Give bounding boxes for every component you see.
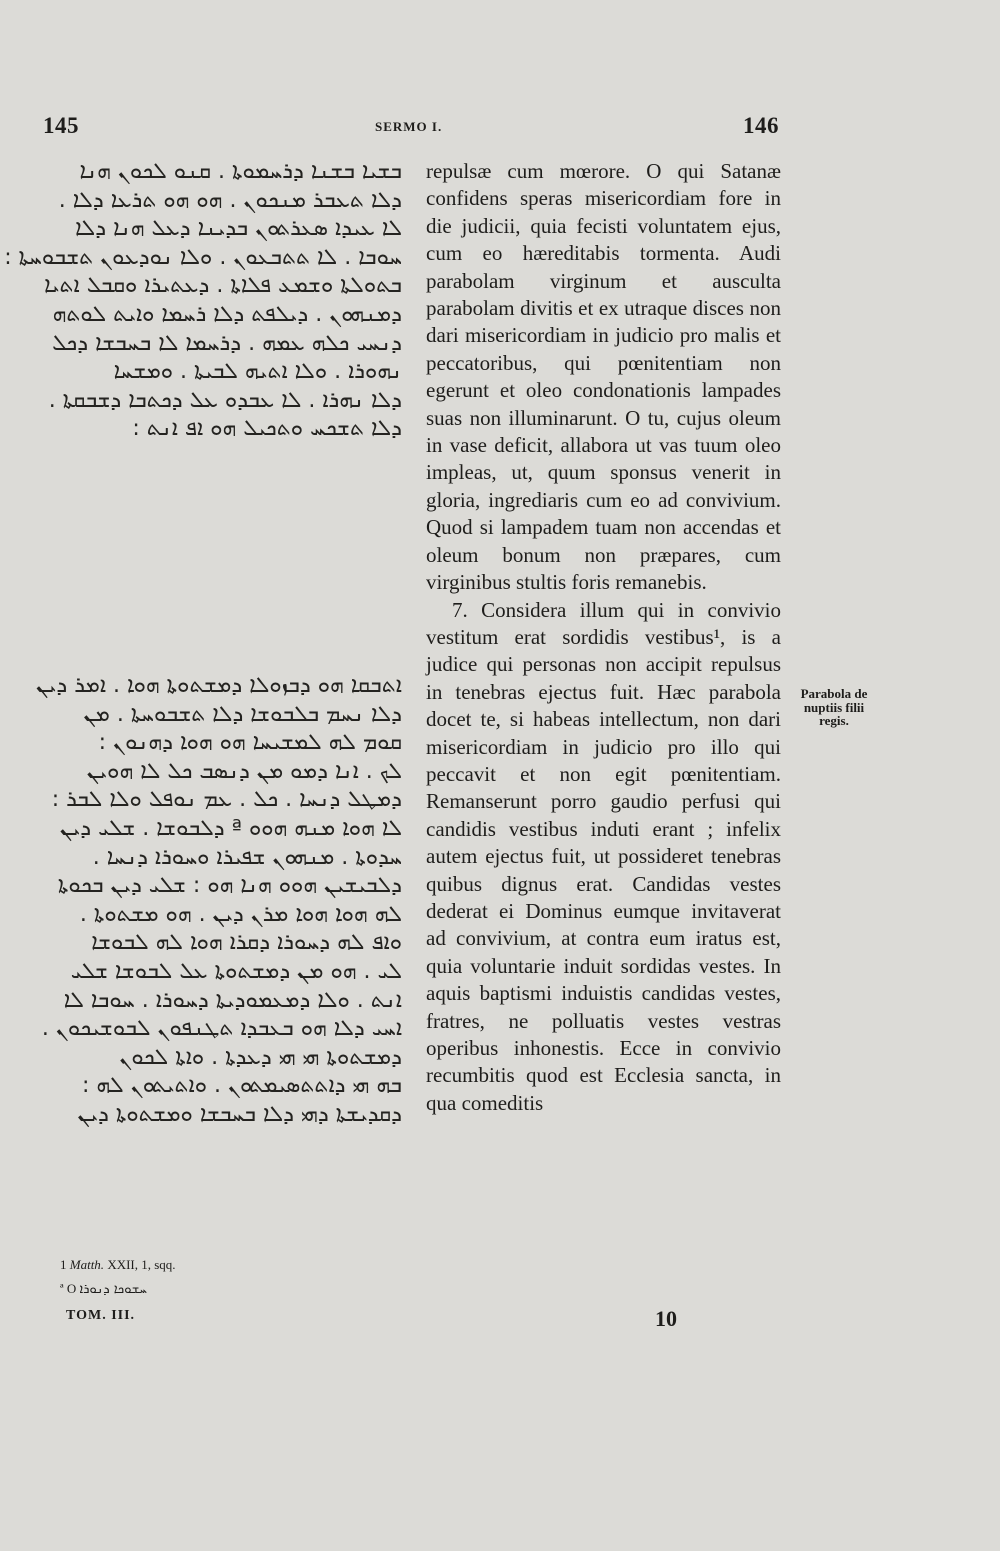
syriac-line: ܕܠܐ ܬܥܒܪ ܡܢܟܘܢ . ܗܘ ܗܘ ܬܪܥܐ ܕܠܐ . <box>58 187 402 213</box>
syriac-line: ܕܢܚܝ ܟܠܗ ܥܡܗ . ܕܪܚܡܐ ܠܐ ܒܚܒܫܐ ܕܟܠ <box>52 330 402 356</box>
syriac-line: ܠܝ . ܗܘ ܡܢ ܕܡܫܬܘܬܐ ܥܠ ܠܒܘܫܐ ܫܠܝ <box>70 958 402 984</box>
running-title: SERMO I. <box>375 119 443 134</box>
footnote-1 <box>60 1257 176 1273</box>
latin-paragraph-2: 7. Considera illum qui in convivio vestitum erat sordidis vestibus¹, is a judice qui personas non accipit repulsus in tenebras ejectus fuit. Hæc parabola docet te, si habeas intellectum, non dari misericordiam in judicio pro illo qui peccavit et non egit pœnitentiam. Remanserunt porro gaudio perfusi qui candidis vestibus induti erant ; infelix autem ejectus fuit, ut possideret tenebras quibus dignus erat. Candidas vestes dederat ei Dominus eumque invitaverat ad convivium, at contra eum iratus est, quia voluntarie induit sordidas vestes. In aquis baptismi induistis candidas vestes, fratres, ne polluatis vestes vestras operibus inhonestis. Ecce in convivio recumbitis quod est Ecclesia sancta, in qua comeditis <box>426 597 781 1115</box>
syriac-line: ܕܠܐ ܬܫܟܚ ܘܬܟܝܠ ܗܘ ܐܦ ܐܢܬ : <box>132 416 402 442</box>
syriac-line: ܒܫܝܐ ܒܫܢܐ ܕܪܚܡܘܬܐ . ܩܢܘ ܠܟܘܢ ܗܢܐ <box>79 159 402 184</box>
footnote-marker: 1 <box>60 1257 67 1272</box>
syriac-line: ܒܬܘܠܬܐ ܘܫܡܥ ܦܠܐܬܐ . ܕܥܬܝܪܐ ܘܩܒܠ ܐܬܝܐ <box>44 273 402 299</box>
syriac-line: ܚܕܘܬܐ . ܡܢܗܘܢ ܫܦܝܪܐ ܘܚܘܪܐ ܕܢܚܐ . <box>92 844 402 870</box>
syriac-line: ܒܗ ܗܝ ܕܐܬܬܣܝܡܬܘܢ . ܘܐܬܝܬܘܢ ܠܗ : <box>82 1073 402 1099</box>
syriac-line: ܕܩܕܝܫܬܐ ܕܗܝ ܕܠܐ ܒܚܒܫܐ ܘܡܫܬܘܬܐ ܕܝܢ <box>77 1101 402 1127</box>
syriac-line: ܢܗܘܪܐ . ܘܠܐ ܐܬܝܗ ܠܒܝܬܐ . ܘܡܫܚܐ <box>113 359 402 385</box>
syriac-line: ܕܠܐ ܢܚܡ ܒܠܒܘܫܐ ܕܠܐ ܬܫܒܘܚܬܐ . ܡܢ <box>83 701 402 727</box>
latin-paragraph-1: repulsæ cum mœrore. O qui Satanæ confidens speras misericordiam fore in die judicii, quia fecisti voluntatem ejus, cum eo hæreditabis tormenta. Audi parabolam virginum et ausculta parabolam divitis et ex utraque disces non dari misericordiam in judicio pro malis et peccatoribus, qui pœnitentiam non egerunt et oleo condonationis lampades suas non illuminarunt. O tu, cujus oleum in vase deficit, allabora ut vas tuum oleo impleas, ut, quum sponsus venerit in gloria, ingrediaris cum eo ad convivium. Quod si lampadem tuam non accendas et oleum bonum non præpares, cum virginibus stultis foris remanebis. <box>426 159 781 595</box>
syriac-line: ܠܗ ܗܘܐ ܗܘܐ ܡܪܢ ܕܝܢ . ܗܘ ܡܫܬܘܬܐ . <box>79 901 402 927</box>
footnote-variant-text: ܚܫܘܟܐ ܕܢܘܪܐ <box>79 1282 147 1297</box>
syriac-line: ܐܢܬ . ܘܠܐ ܕܡܥܡܘܕܝܬܐ ܕܚܘܪܐ . ܚܘܒܐ ܠܐ <box>63 987 402 1013</box>
footnote-source: Matth. <box>69 1257 105 1272</box>
footnote-variant-siglum: O <box>66 1281 77 1296</box>
syriac-line: ܕܠܒܝܫܝܢ ܗܘܘ ܗܢܐ ܗܘ : ܫܠܝ ܕܝܢ ܒܟܘܬܐ <box>57 873 402 899</box>
signature-mark: TOM. III. <box>66 1308 136 1323</box>
margin-note: Parabola de nuptiis filii regis. <box>800 686 868 728</box>
syriac-line: ܠܐ ܥܝܕܐ ܣܥܪܬܘܢ ܒܕܝܢܐ ܕܥܠ ܗܢܐ ܕܠܐ <box>75 216 402 242</box>
syriac-line: ܕܠܐ ܢܗܪܐ . ܠܐ ܥܒܕܘ ܥܠ ܕܟܬܒܐ ܕܫܒܩܬܐ . <box>48 387 402 413</box>
footnote-reference: XXII, 1, sqq. <box>107 1257 176 1272</box>
syriac-line: ܐܚܝ ܕܠܐ ܗܘ ܒܥܒܕܐ ܬܛܢܦܘܢ ܠܒܘܫܝܟܘܢ . <box>41 1016 402 1042</box>
syriac-line: ܕܡܛܠ ܕܢܚܐ . ܟܠ . ܥܡ ܢܘܦܠ ܘܠܐ ܠܒܪ : <box>51 787 402 813</box>
syriac-line: ܕܡܢܗܘܢ . ܕܝܠܦܬ ܕܠܐ ܪܚܡܐ ܘܐܝܬ ܠܘܬܗ <box>52 301 402 327</box>
page-number-left: 145 <box>43 113 79 138</box>
gathering-number: 10 <box>655 1306 677 1331</box>
syriac-text-block-2 <box>36 672 402 1130</box>
syriac-line: ܩܘܡ ܠܗ ܠܡܫܝܚܐ ܗܘ ܗܘܐ ܕܗܢܘܢ : <box>98 730 402 756</box>
syriac-line: ܠܐ ܗܘܐ ܡܢܗ ܗܘܘ ª ܕܠܒܘܫܐ . ܫܠܝ ܕܝܢ <box>59 815 402 841</box>
syriac-line: ܐܬܒܩܐ ܗܘ ܕܒܙܘܠܐ ܕܡܫܬܘܬܐ ܗܘܐ . ܐܡܪ ܕܝܢ <box>36 673 402 698</box>
footnote-marker: ª <box>60 1281 64 1296</box>
syriac-line: ܘܐܦ ܠܗ ܕܚܘܪܐ ܕܩܪܐ ܗܘܐ ܠܗ ܠܒܘܫܐ <box>91 930 402 956</box>
syriac-line: ܠܟ . ܐܢܐ ܕܡܘ ܡܢ ܕܢܣܒ ܟܠ ܠܐ ܗܘܝܢ <box>86 758 402 784</box>
page-number-right: 146 <box>743 113 779 138</box>
latin-translation-column <box>426 158 781 1117</box>
footnote-2 <box>60 1281 147 1297</box>
syriac-text-block-1 <box>4 158 402 444</box>
syriac-line: ܚܘܒܐ . ܠܐ ܬܬܒܥܘܢ . ܘܠܐ ܢܘܕܥܘܢ ܬܫܒܘܚܬܐ : <box>4 244 402 270</box>
syriac-line: ܕܡܫܬܘܬܐ ܗܝ ܗܝ ܕܥܕܬܐ . ܘܐܬܐ ܠܟܘܢ <box>119 1044 402 1070</box>
